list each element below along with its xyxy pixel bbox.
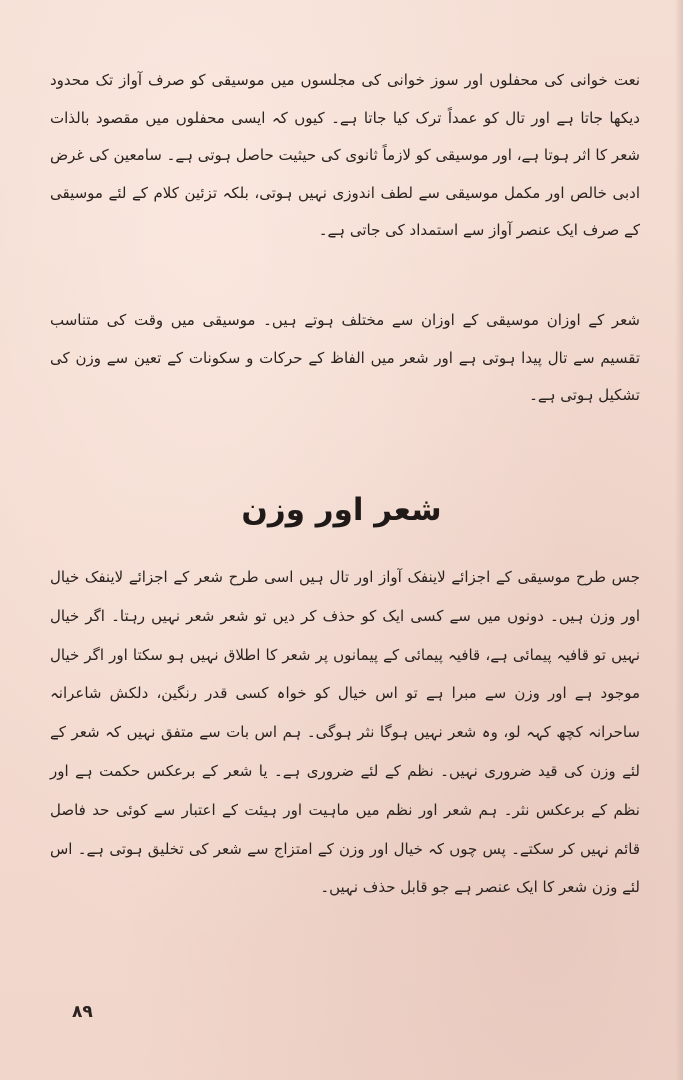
page-number: ۸۹: [72, 1002, 93, 1022]
paragraph-1: نعت خوانی کی محفلوں اور سوز خوانی کی مجلسوں میں موسیقی کو صرف آواز تک محدود دیکھا جاتا ہے اور تال کو عمداً ترک کیا جاتا ہے۔ کیوں کہ ایسی محفلوں میں مقصود بالذات شعر کا اثر ہوتا ہے، اور موسیقی کو لازماً ثانوی کی حیثیت حاصل ہوتی ہے۔ سامعین کی غرض ادبی خالص اور مکمل موسیقی سے لطف اندوزی نہیں ہوتی، بلکہ تزئین کلام کے لئے موسیقی کے صرف ایک عنصر آواز سے استمداد کی جاتی ہے۔: [50, 71, 640, 239]
section-heading: شعر اور وزن: [241, 492, 442, 528]
paragraph-3: جس طرح موسیقی کے اجزائے لاینفک آواز اور تال ہیں اسی طرح شعر کے اجزائے لاینفک خیال اور وزن ہیں۔ دونوں میں سے کسی ایک کو حذف کر دیں تو شعر شعر نہیں رہتا۔ اگر خیال نہیں تو قافیہ پیمائی ہے، قافیہ پیمائی کے پیمانوں پر شعر کا اطلاق نہیں ہو سکتا اور اگر خیال موجود ہے اور وزن سے مبرا ہے تو اس خیال کو خواہ کسی قدر رنگین، دلکش شاعرانہ ساحرانہ کچھ کہہ لو، وہ شعر نہیں ہوگا نثر ہوگی۔ ہم اس بات سے متفق نہیں کہ شعر کے لئے وزن کی قید ضروری نہیں۔ نظم کے لئے ضروری ہے۔ یا شعر کے برعکس حکمت ہے اور نظم کے برعکس نثر۔ ہم شعر اور نظم میں ماہیت اور ہیئت کے اعتبار سے کوئی حد فاصل قائم نہیں کر سکتے۔ پس چوں کہ خیال اور وزن کے امتزاج سے شعر کی تخلیق ہوتی ہے۔ اس لئے وزن شعر کا ایک عنصر ہے جو قابل حذف نہیں۔: [50, 568, 640, 897]
page-edge-shadow: [675, 0, 683, 1080]
paragraph-2: شعر کے اوزان موسیقی کے اوزان سے مختلف ہوتے ہیں۔ موسیقی میں وقت کی متناسب تقسیم سے تال پیدا ہوتی ہے اور شعر میں الفاظ کے حرکات و سکونات کے تعین سے وزن کی تشکیل ہوتی ہے۔: [50, 311, 640, 404]
